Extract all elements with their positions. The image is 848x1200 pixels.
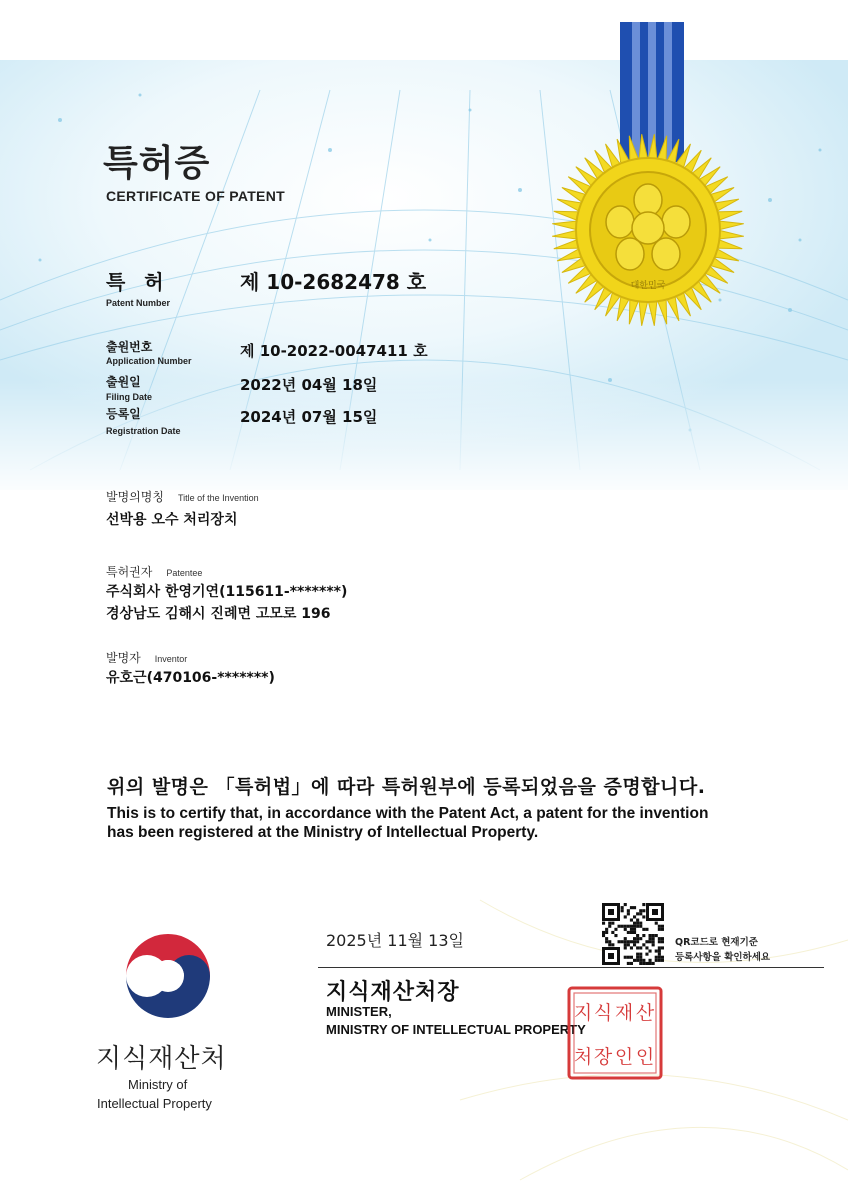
- inventor-label-ko: 발명자: [106, 651, 141, 665]
- ministry-name-ko: 지식재산처: [96, 1044, 227, 1074]
- minister-title-ko: 지식재산처장: [326, 980, 460, 1005]
- minister-title-en-line1: MINISTER,: [326, 1004, 392, 1019]
- inventor-name: 유호근(470106-*******): [106, 670, 275, 686]
- filing-label-en: Filing Date: [106, 392, 153, 402]
- filing-date: 2022년 04월 18일: [240, 376, 378, 394]
- patentee-name: 주식회사 한영기연(115611-*******): [106, 584, 348, 600]
- seal-character: 식: [593, 1002, 613, 1024]
- official-red-seal: [566, 985, 664, 1081]
- inventor-label: [106, 647, 187, 666]
- ministry-name-en-line2: Intellectual Property: [97, 1096, 212, 1111]
- invention-title: 선박용 오수 처리장치: [106, 512, 238, 528]
- certification-statement-ko: 위의 발명은 「특허법」에 따라 특허원부에 등록되었음을 증명합니다.: [107, 776, 706, 798]
- patent-label-ko: 특 허: [106, 270, 170, 294]
- registration-date: 2024년 07월 15일: [240, 408, 378, 426]
- gold-medal-seal: [548, 130, 748, 330]
- signature-divider: [318, 967, 824, 968]
- ministry-taegeuk-logo: [120, 928, 216, 1024]
- issue-date: 2025년 11월 13일: [326, 931, 464, 950]
- seal-character: 산: [635, 1002, 655, 1024]
- seal-character: 처: [573, 1046, 593, 1068]
- patentee-label: [106, 561, 202, 580]
- minister-title-en-line2: MINISTRY OF INTELLECTUAL PROPERTY: [326, 1022, 586, 1037]
- seal-character: 인: [614, 1046, 634, 1068]
- patentee-address: 경상남도 김해시 진례면 고모로 196: [106, 606, 331, 622]
- patent-label-en: Patent Number: [106, 298, 171, 308]
- patentee-label-en: Patentee: [166, 568, 203, 578]
- application-number: 제 10-2022-0047411 호: [240, 342, 428, 360]
- seal-character: 장: [593, 1046, 613, 1068]
- registration-label-ko: 등록일: [106, 407, 141, 421]
- ministry-name-en-line1: Ministry of: [128, 1077, 188, 1092]
- patentee-label-ko: 특허권자: [106, 565, 153, 579]
- seal-character: 재: [614, 1002, 634, 1024]
- application-label-en: Application Number: [106, 356, 192, 366]
- registration-label-en: Registration Date: [106, 426, 181, 436]
- invention-label: [106, 486, 259, 505]
- filing-label-ko: 출원일: [106, 375, 141, 389]
- inventor-label-en: Inventor: [154, 654, 188, 664]
- qr-code[interactable]: [602, 903, 664, 965]
- medal-text: 대한민국: [630, 281, 666, 291]
- seal-character: 인: [635, 1046, 655, 1068]
- certification-statement-en-line2: has been registered at the Ministry of Intellectual Property.: [107, 824, 539, 841]
- application-label-ko: 출원번호: [106, 340, 153, 354]
- invention-label-en: Title of the Invention: [177, 493, 259, 503]
- certification-statement-en-line1: This is to certify that, in accordance with the Patent Act, a patent for the invention: [107, 805, 709, 822]
- certificate-title-ko: 특허증: [103, 143, 211, 184]
- qr-caption-line1: QR코드로 현재기준: [675, 937, 758, 948]
- certificate-title-en: CERTIFICATE OF PATENT: [106, 188, 285, 204]
- patent-number: 제 10-2682478 호: [240, 270, 427, 294]
- qr-caption-line2: 등록사항을 확인하세요: [675, 952, 771, 963]
- invention-label-ko: 발명의명칭: [106, 490, 164, 504]
- seal-character: 지: [573, 1002, 593, 1024]
